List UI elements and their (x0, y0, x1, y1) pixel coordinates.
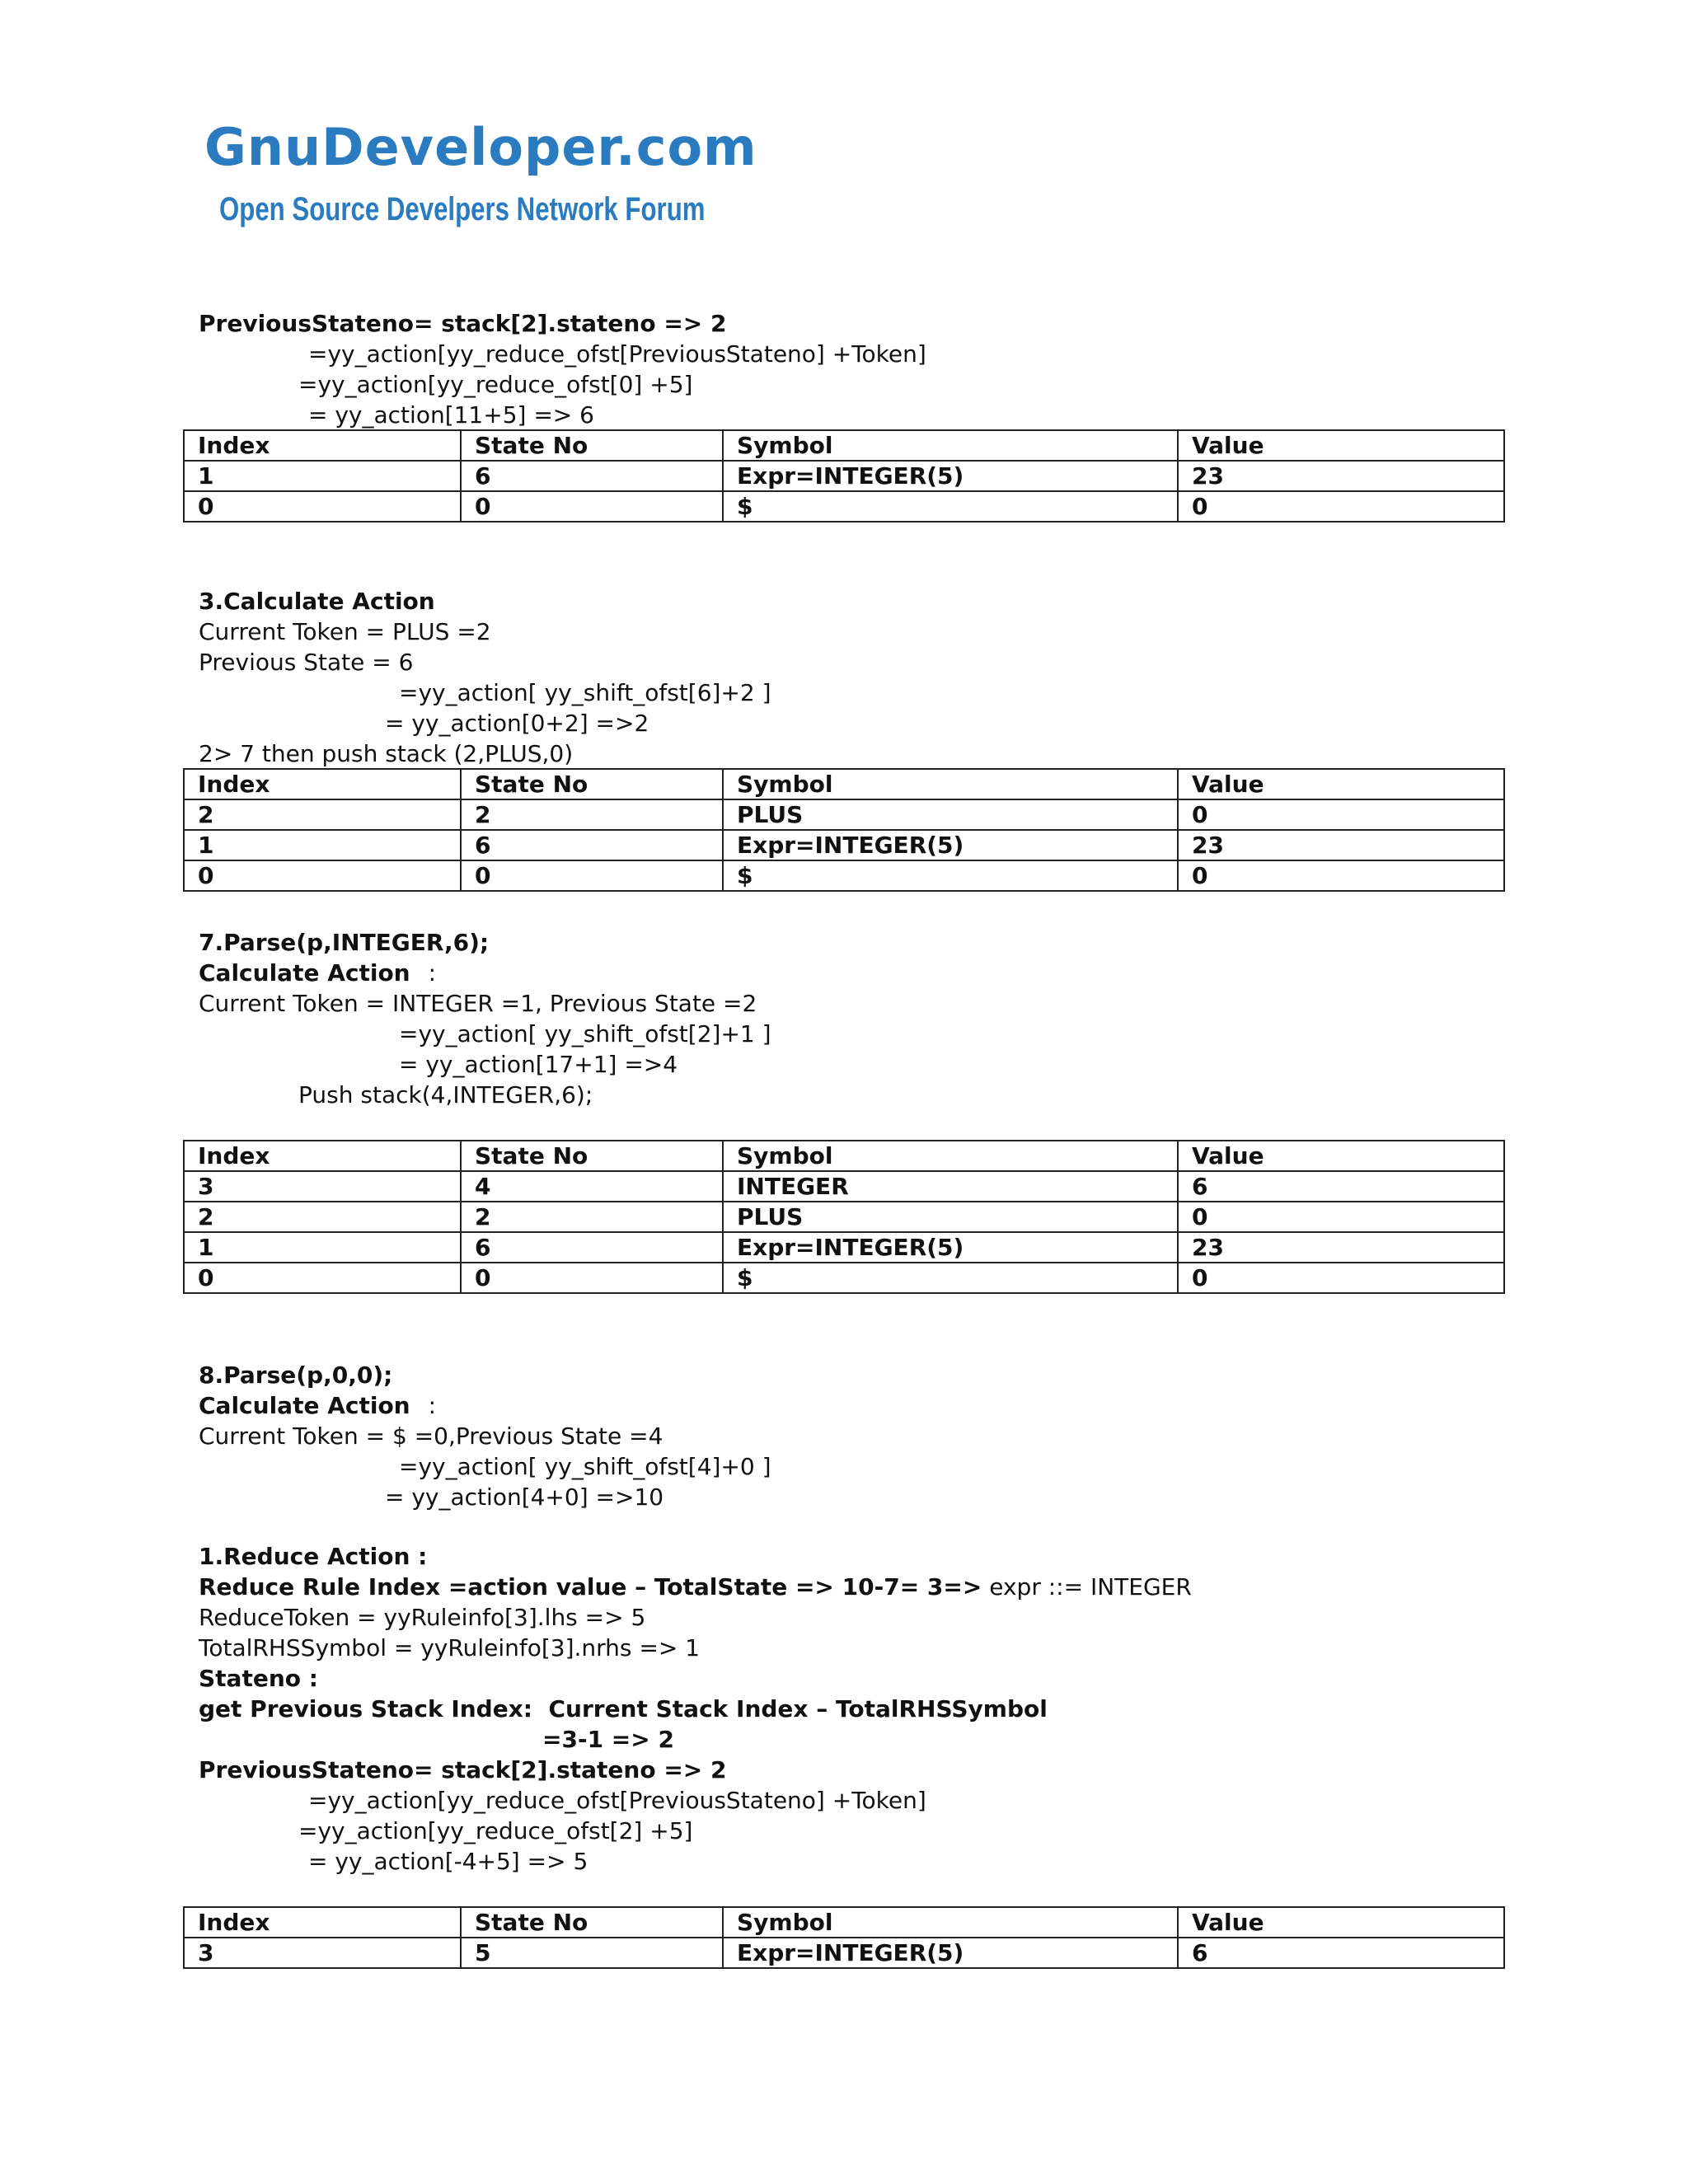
text-line: =yy_action[yy_reduce_ofst[0] +5] (298, 371, 693, 398)
text-line: Push stack(4,INTEGER,6); (298, 1081, 593, 1108)
text-line: =yy_action[yy_reduce_ofst[PreviousStateno] +Token] (308, 340, 926, 368)
col-header-index: Index (184, 769, 461, 799)
text-line: = yy_action[11+5] => 6 (308, 401, 594, 429)
stack-table (183, 429, 1505, 523)
reduce-rule-expr: expr ::= INTEGER (989, 1573, 1192, 1601)
text-line: = yy_action[4+0] =>10 (385, 1483, 664, 1511)
text-line (199, 1572, 1192, 1602)
table-row (184, 830, 1504, 860)
col-header-index: Index (184, 430, 461, 461)
text-line: Current Token = INTEGER =1, Previous State =2 (199, 990, 757, 1017)
stack-table (183, 1140, 1505, 1294)
cell-value: 0 (1178, 860, 1504, 891)
cell-index: 1 (184, 461, 461, 491)
site-logo-subtitle: Open Source Develpers Network Forum (219, 191, 706, 227)
cell-state: 0 (461, 491, 723, 522)
text-line: TotalRHSSymbol = yyRuleinfo[3].nrhs => 1 (199, 1634, 701, 1661)
text-line (199, 958, 436, 988)
col-header-symbol: Symbol (723, 1141, 1178, 1171)
text-line: get Previous Stack Index: Current Stack Index – TotalRHSSymbol (199, 1695, 1048, 1722)
col-header-state: State No (461, 769, 723, 799)
text-line: Stateno : (199, 1665, 318, 1692)
cell-symbol: $ (723, 860, 1178, 891)
cell-symbol: Expr=INTEGER(5) (723, 1938, 1178, 1968)
col-header-value: Value (1178, 430, 1504, 461)
col-header-value: Value (1178, 769, 1504, 799)
table-header-row (184, 1141, 1504, 1171)
table-header-row (184, 430, 1504, 461)
cell-state: 2 (461, 1202, 723, 1232)
label-calculate-action: Calculate Action (199, 959, 410, 987)
label-calculate-action: Calculate Action (199, 1392, 410, 1419)
section-heading: 8.Parse(p,0,0); (199, 1361, 393, 1389)
text-line: Current Token = PLUS =2 (199, 618, 491, 645)
cell-index: 1 (184, 830, 461, 860)
text-line: =yy_action[ yy_shift_ofst[4]+0 ] (399, 1453, 771, 1480)
cell-value: 0 (1178, 1263, 1504, 1293)
text-line: Current Token = $ =0,Previous State =4 (199, 1422, 663, 1450)
text-line: =yy_action[yy_reduce_ofst[PreviousStateno] +Token] (308, 1787, 926, 1814)
col-header-symbol: Symbol (723, 769, 1178, 799)
cell-value: 6 (1178, 1938, 1504, 1968)
cell-value: 0 (1178, 491, 1504, 522)
site-logo-title: GnuDeveloper.com (204, 117, 757, 177)
col-header-value: Value (1178, 1141, 1504, 1171)
col-header-value: Value (1178, 1907, 1504, 1938)
text-line: = yy_action[-4+5] => 5 (308, 1848, 588, 1875)
table-row (184, 860, 1504, 891)
text-line: PreviousStateno= stack[2].stateno => 2 (199, 1756, 727, 1783)
section-heading: 3.Calculate Action (199, 588, 435, 615)
cell-symbol: Expr=INTEGER(5) (723, 1232, 1178, 1263)
stack-table (183, 1906, 1505, 1969)
col-header-index: Index (184, 1141, 461, 1171)
cell-index: 0 (184, 860, 461, 891)
text-line: =yy_action[ yy_shift_ofst[6]+2 ] (399, 679, 771, 706)
cell-value: 0 (1178, 1202, 1504, 1232)
table-row (184, 1171, 1504, 1202)
cell-state: 6 (461, 1232, 723, 1263)
cell-symbol: $ (723, 1263, 1178, 1293)
cell-symbol: INTEGER (723, 1171, 1178, 1202)
cell-value: 23 (1178, 830, 1504, 860)
col-header-state: State No (461, 1907, 723, 1938)
table-row (184, 1232, 1504, 1263)
text-line: =yy_action[ yy_shift_ofst[2]+1 ] (399, 1020, 771, 1047)
table-header-row (184, 769, 1504, 799)
col-header-index: Index (184, 1907, 461, 1938)
cell-symbol: Expr=INTEGER(5) (723, 461, 1178, 491)
col-header-symbol: Symbol (723, 1907, 1178, 1938)
colon: : (428, 1392, 437, 1419)
table-row (184, 461, 1504, 491)
cell-index: 0 (184, 491, 461, 522)
text-line: 2> 7 then push stack (2,PLUS,0) (199, 740, 574, 767)
table-header-row (184, 1907, 1504, 1938)
cell-symbol: $ (723, 491, 1178, 522)
text-line: ReduceToken = yyRuleinfo[3].lhs => 5 (199, 1604, 646, 1631)
cell-index: 1 (184, 1232, 461, 1263)
text-line (199, 1391, 436, 1421)
cell-state: 5 (461, 1938, 723, 1968)
colon: : (428, 959, 437, 987)
stack-table (183, 768, 1505, 892)
cell-state: 2 (461, 799, 723, 830)
text-line: PreviousStateno= stack[2].stateno => 2 (199, 310, 727, 337)
cell-index: 2 (184, 1202, 461, 1232)
cell-state: 0 (461, 1263, 723, 1293)
cell-state: 4 (461, 1171, 723, 1202)
cell-value: 0 (1178, 799, 1504, 830)
section-heading: 7.Parse(p,INTEGER,6); (199, 929, 490, 956)
cell-symbol: PLUS (723, 799, 1178, 830)
table-row (184, 799, 1504, 830)
text-line: Previous State = 6 (199, 649, 414, 676)
col-header-symbol: Symbol (723, 430, 1178, 461)
cell-value: 23 (1178, 461, 1504, 491)
table-row (184, 491, 1504, 522)
cell-index: 2 (184, 799, 461, 830)
cell-state: 6 (461, 461, 723, 491)
text-line: =yy_action[yy_reduce_ofst[2] +5] (298, 1817, 693, 1844)
cell-value: 23 (1178, 1232, 1504, 1263)
cell-index: 0 (184, 1263, 461, 1293)
cell-state: 0 (461, 860, 723, 891)
cell-value: 6 (1178, 1171, 1504, 1202)
table-row (184, 1202, 1504, 1232)
cell-state: 6 (461, 830, 723, 860)
text-line: = yy_action[17+1] =>4 (399, 1051, 678, 1078)
cell-index: 3 (184, 1171, 461, 1202)
text-line: =3-1 => 2 (542, 1726, 674, 1753)
section-heading: 1.Reduce Action : (199, 1543, 428, 1570)
reduce-rule-label: Reduce Rule Index =action value – TotalState => 10-7= 3=> (199, 1573, 982, 1601)
col-header-state: State No (461, 430, 723, 461)
cell-symbol: PLUS (723, 1202, 1178, 1232)
col-header-state: State No (461, 1141, 723, 1171)
text-line: = yy_action[0+2] =>2 (385, 710, 649, 737)
table-row (184, 1263, 1504, 1293)
table-row (184, 1938, 1504, 1968)
cell-symbol: Expr=INTEGER(5) (723, 830, 1178, 860)
cell-index: 3 (184, 1938, 461, 1968)
